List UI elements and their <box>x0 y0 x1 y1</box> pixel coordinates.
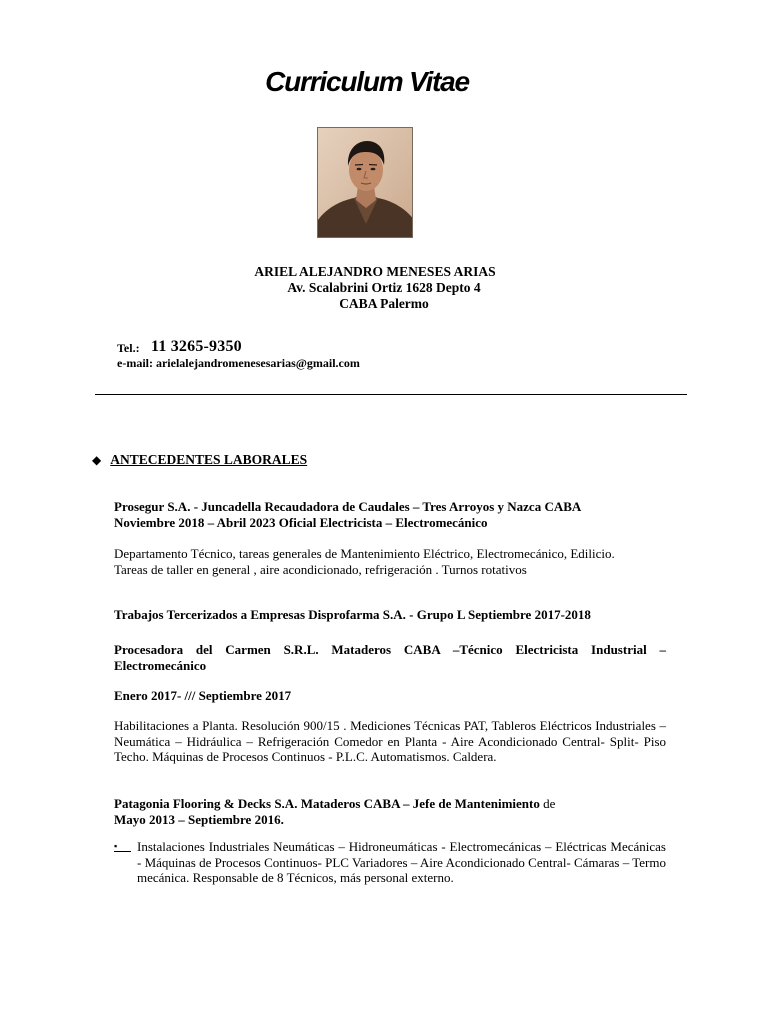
section-heading <box>92 452 307 468</box>
job-description-text: Instalaciones Industriales Neumáticas – Hidroneumáticas - Electromecánicas – Eléctricas Mecánicas - Máquinas de Procesos Continuos- PLC Variadores – Aire Acondicionado Central- Cámaras – Termo mecánica. Responsable de 8 Técnicos, más personal externo. <box>137 839 666 885</box>
job-entry-header: Trabajos Tercerizados a Empresas Disprofarma S.A. - Grupo L Septiembre 2017-2018 <box>114 607 591 622</box>
job-dates-role: Noviembre 2018 – Abril 2023 Oficial Electricista – Electromecánico <box>114 514 488 530</box>
job-description <box>114 546 666 577</box>
candidate-name: ARIEL ALEJANDRO MENESES ARIAS <box>254 264 496 279</box>
document-title: Curriculum Vitae <box>265 66 469 97</box>
job-entry-header <box>114 499 666 530</box>
phone-number: 11 3265-9350 <box>151 338 242 355</box>
job-dates: Enero 2017- /// Septiembre 2017 <box>114 688 292 703</box>
job-entry-header: Procesadora del Carmen S.R.L. Mataderos CABA –Técnico Electricista Industrial –Electromecánico <box>114 642 666 673</box>
address-street: Av. Scalabrini Ortiz 1628 Depto 4 <box>287 280 481 295</box>
job-description <box>114 839 666 886</box>
phone-label: Tel.: <box>117 341 140 355</box>
square-bullet-icon: ▪ <box>114 839 137 886</box>
job-company-tail: de <box>539 796 556 811</box>
job-dates: Mayo 2013 – Septiembre 2016. <box>114 811 284 827</box>
job-entry-header <box>114 796 666 827</box>
profile-photo <box>317 127 413 238</box>
divider-line <box>95 394 687 395</box>
job-description-line: Tareas de taller en general , aire acondicionado, refrigeración . Turnos rotativos <box>114 561 527 577</box>
email-line: e-mail: arielalejandromenesesarias@gmail.com <box>117 356 360 370</box>
job-company: Prosegur S.A. - Juncadella Recaudadora de Caudales – Tres Arroyos y Nazca CABA <box>114 499 582 514</box>
job-description: Habilitaciones a Planta. Resolución 900/15 . Mediciones Técnicas PAT, Tableros Eléctricos Industriales –Neumática – Hidráulica – Refrigeración Comedor en Planta - Aire Acondicionado Central- Split- Piso Techo. Máquinas de Procesos Continuos - P.L.C. Automatismos. Caldera. <box>114 718 666 764</box>
address-city: CABA Palermo <box>339 296 429 311</box>
section-heading-text: ANTECEDENTES LABORALES <box>110 452 308 467</box>
job-company: Patagonia Flooring & Decks S.A. Mataderos CABA – Jefe de Mantenimiento <box>114 796 540 811</box>
job-description-line: Departamento Técnico, tareas generales de Mantenimiento Eléctrico, Electromecánico, Edilicio. <box>114 546 615 561</box>
diamond-bullet-icon: ◆ <box>92 453 102 467</box>
